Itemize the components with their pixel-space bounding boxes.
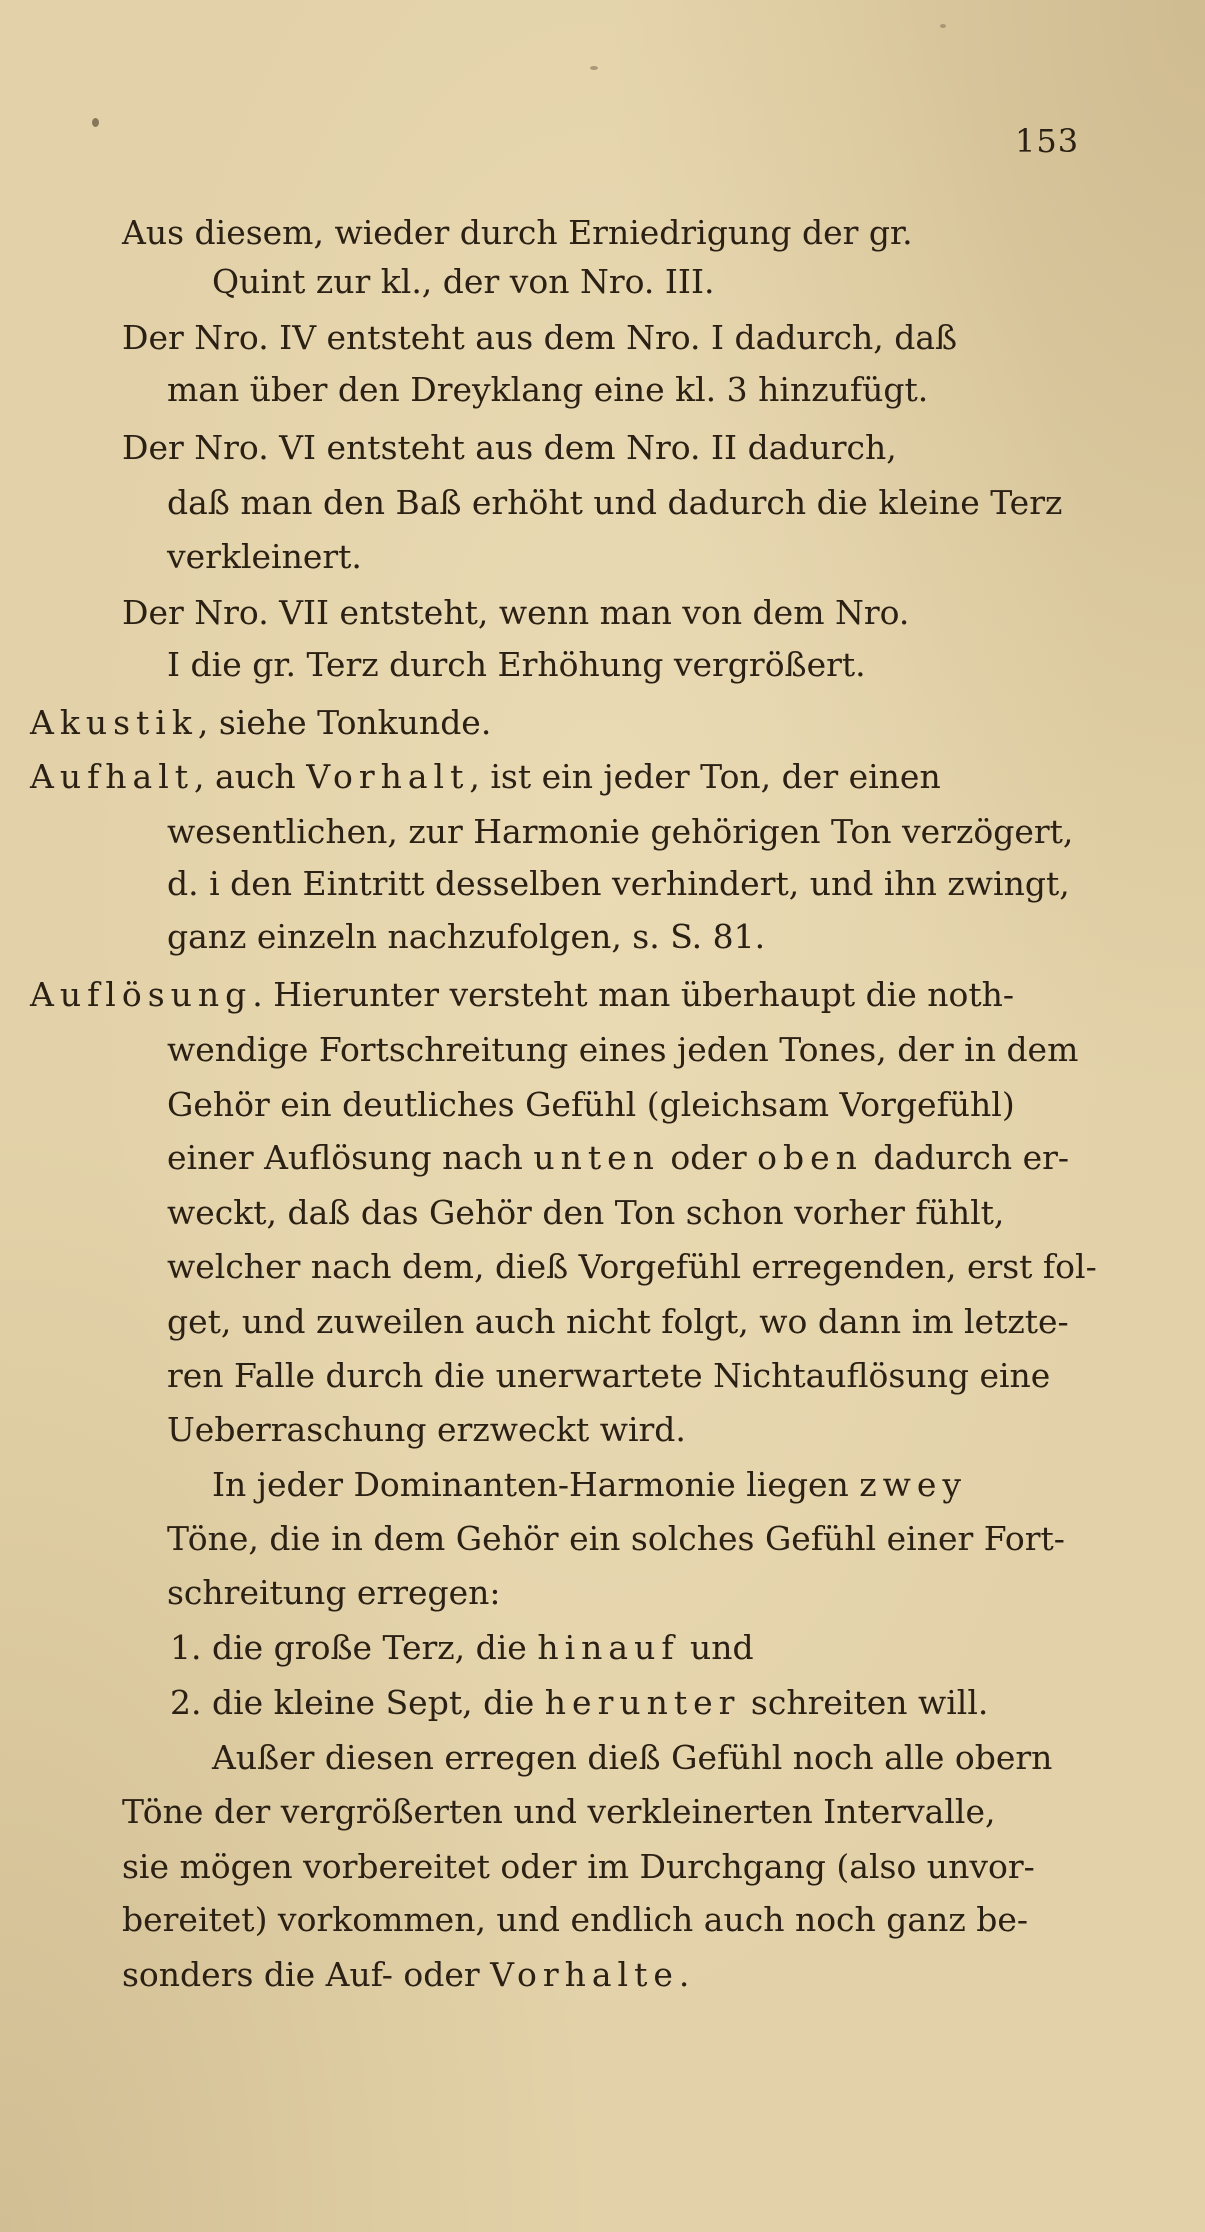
- entry-term: Auflösung: [30, 975, 253, 1014]
- entry-aufhalt: Aufhalt, auch Vorhalt, ist ein jeder Ton, der einen: [30, 757, 941, 796]
- text-line: Der Nro. VI entsteht aus dem Nro. II dadurch,: [122, 428, 897, 467]
- entry-term: Akustik: [30, 703, 198, 742]
- text-line: ren Falle durch die unerwartete Nichtauflösung eine: [167, 1356, 1051, 1395]
- text-line: Der Nro. VII entsteht, wenn man von dem Nro.: [122, 593, 910, 632]
- emphasis: unten: [533, 1138, 660, 1177]
- text-line: Aus diesem, wieder durch Erniedrigung der gr.: [122, 213, 913, 252]
- text-line: Quint zur kl., der von Nro. III.: [212, 262, 715, 301]
- text-line: ganz einzeln nachzufolgen, s. S. 81.: [167, 917, 766, 956]
- entry-aufloesung: Auflösung. Hierunter versteht man überhaupt die noth-: [30, 975, 1015, 1014]
- text-line: sie mögen vorbereitet oder im Durchgang (also unvor-: [122, 1847, 1035, 1886]
- list-item: 2. die kleine Sept, die herunter schreiten will.: [170, 1683, 989, 1722]
- text-line: In jeder Dominanten-Harmonie liegen zwey: [212, 1465, 968, 1504]
- emphasis: oben: [757, 1138, 863, 1177]
- text-line: Gehör ein deutliches Gefühl (gleichsam Vorgefühl): [167, 1085, 1015, 1124]
- ink-speck: [940, 24, 946, 28]
- page-number: 153: [1015, 122, 1080, 160]
- text-line: einer Auflösung nach unten oder oben dadurch er-: [167, 1138, 1070, 1177]
- text-line: bereitet) vorkommen, und endlich auch noch ganz be-: [122, 1900, 1029, 1939]
- entry-term: Vorhalt: [306, 757, 470, 796]
- text-line: get, und zuweilen auch nicht folgt, wo dann im letzte-: [167, 1302, 1069, 1341]
- text-line: weckt, daß das Gehör den Ton schon vorher fühlt,: [167, 1193, 1005, 1232]
- text-line: schreitung erregen:: [167, 1573, 501, 1612]
- text-line: Ueberraschung erzweckt wird.: [167, 1410, 686, 1449]
- text-line: sonders die Auf- oder Vorhalte.: [122, 1955, 690, 1994]
- emphasis: hinauf: [537, 1628, 680, 1667]
- list-item: 1. die große Terz, die hinauf und: [170, 1628, 754, 1667]
- ink-speck: [92, 118, 99, 127]
- text-line: wendige Fortschreitung eines jeden Tones, der in dem: [167, 1030, 1079, 1069]
- text-line: d. i den Eintritt desselben verhindert, und ihn zwingt,: [167, 864, 1070, 903]
- emphasis: herunter: [544, 1683, 741, 1722]
- text-line: Töne der vergrößerten und verkleinerten Intervalle,: [122, 1792, 996, 1831]
- ink-speck: [590, 66, 598, 70]
- entry-term: Aufhalt: [30, 757, 195, 796]
- emphasis: zwey: [859, 1465, 968, 1504]
- text-line: wesentlichen, zur Harmonie gehörigen Ton verzögert,: [167, 812, 1074, 851]
- entry-akustik: Akustik, siehe Tonkunde.: [30, 703, 492, 742]
- text-line: welcher nach dem, dieß Vorgefühl erregenden, erst fol-: [167, 1247, 1097, 1286]
- text-line: Töne, die in dem Gehör ein solches Gefühl einer Fort-: [167, 1519, 1065, 1558]
- emphasis: Vorhalte: [490, 1955, 679, 1994]
- text-line: I die gr. Terz durch Erhöhung vergrößert.: [167, 645, 866, 684]
- text-line: Außer diesen erregen dieß Gefühl noch alle obern: [212, 1738, 1053, 1777]
- text-line: verkleinert.: [167, 537, 362, 576]
- text-line: daß man den Baß erhöht und dadurch die kleine Terz: [167, 483, 1063, 522]
- text-line: man über den Dreyklang eine kl. 3 hinzufügt.: [167, 370, 929, 409]
- text-line: Der Nro. IV entsteht aus dem Nro. I dadurch, daß: [122, 318, 958, 357]
